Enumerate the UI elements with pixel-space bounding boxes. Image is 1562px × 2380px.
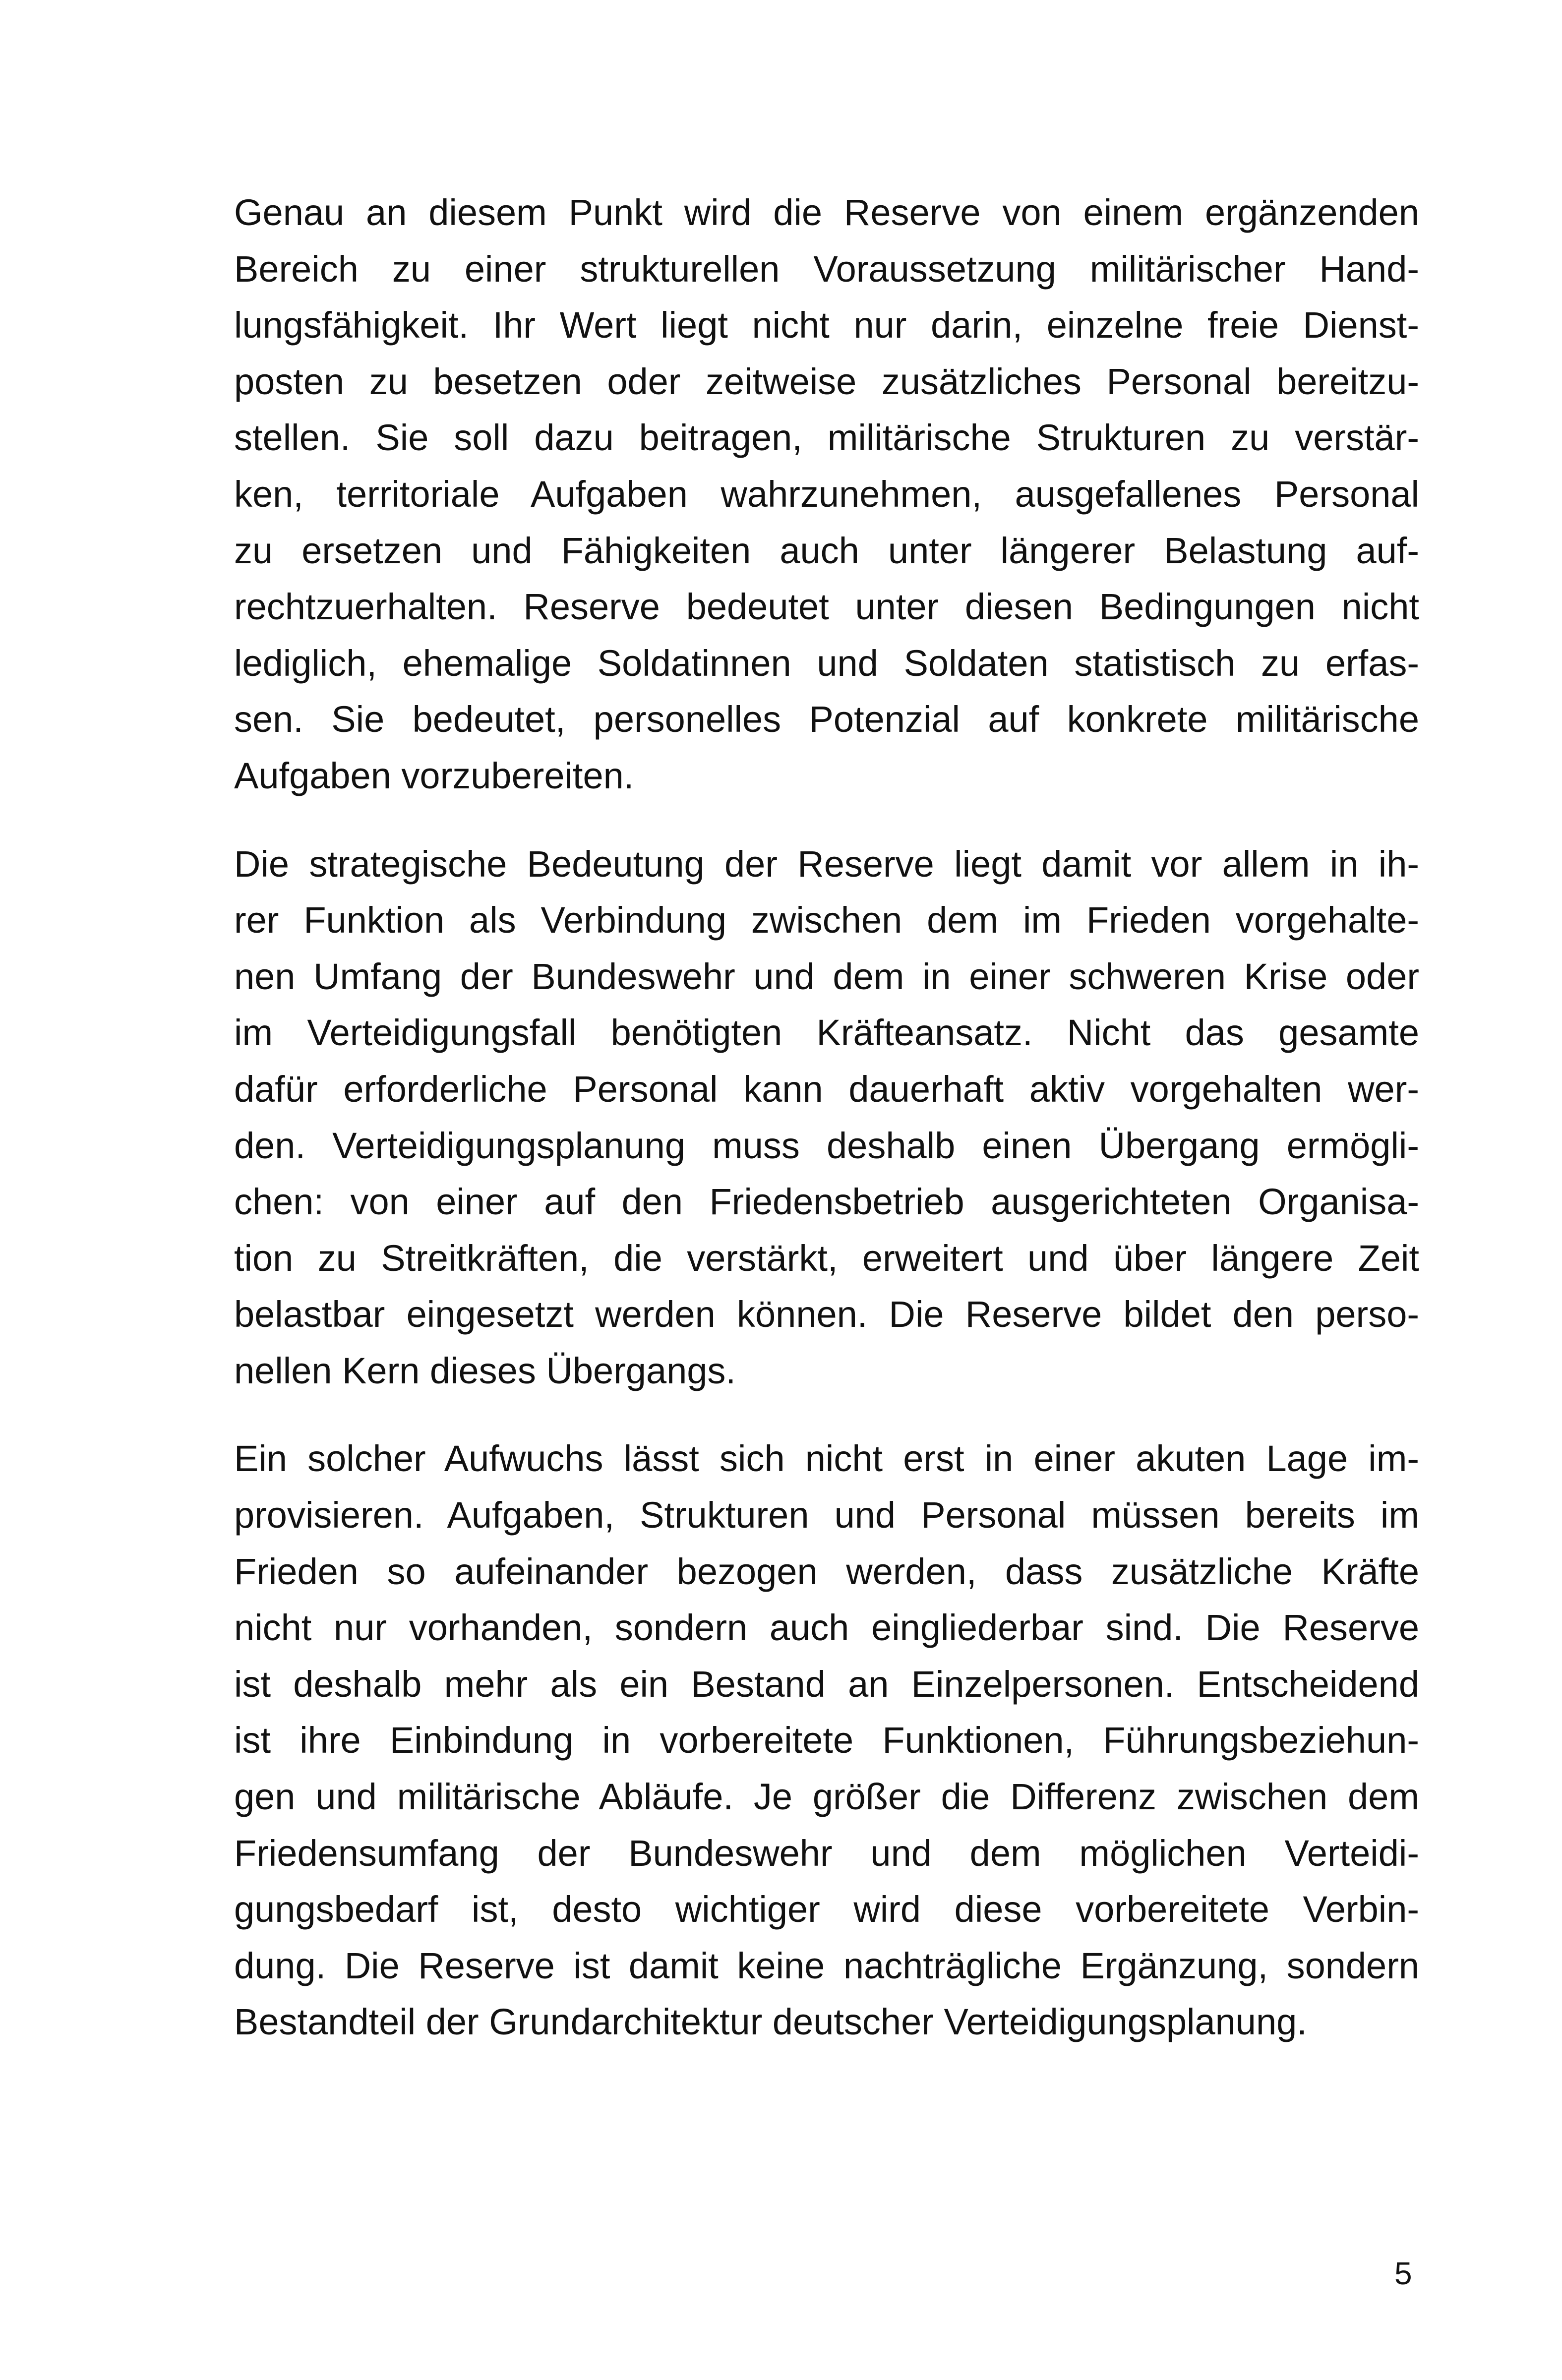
text-line: im Verteidigungsfall benötigten Kräfteansatz. Nicht das gesamte xyxy=(234,1012,1419,1054)
text-line: sen. Sie bedeutet, personelles Potenzial auf konkrete militärische xyxy=(234,699,1419,740)
paragraph-2 xyxy=(234,836,1419,1399)
text-line: lungsfähigkeit. Ihr Wert liegt nicht nur darin, einzelne freie Dienst- xyxy=(234,304,1419,346)
text-line: gen und militärische Abläufe. Je größer die Differenz zwischen dem xyxy=(234,1776,1419,1818)
text-line: lediglich, ehemalige Soldatinnen und Soldaten statistisch zu erfas- xyxy=(234,642,1419,684)
text-line: Aufgaben vorzubereiten. xyxy=(234,755,634,796)
text-line: Die strategische Bedeutung der Reserve liegt damit vor allem in ih- xyxy=(234,843,1419,885)
text-line: rechtzuerhalten. Reserve bedeutet unter diesen Bedingungen nicht xyxy=(234,586,1419,628)
page-number: 5 xyxy=(1394,2256,1412,2291)
body-text xyxy=(234,184,1419,2050)
text-line: den. Verteidigungsplanung muss deshalb einen Übergang ermögli- xyxy=(234,1125,1419,1166)
text-line: Frieden so aufeinander bezogen werden, dass zusätzliche Kräfte xyxy=(234,1550,1419,1592)
text-line: nen Umfang der Bundeswehr und dem in einer schweren Krise oder xyxy=(234,955,1419,997)
text-line: provisieren. Aufgaben, Strukturen und Personal müssen bereits im xyxy=(234,1494,1419,1536)
text-line: gungsbedarf ist, desto wichtiger wird diese vorbereitete Verbin- xyxy=(234,1889,1419,1930)
text-line: nellen Kern dieses Übergangs. xyxy=(234,1350,736,1391)
paragraph-spacer xyxy=(234,1399,1419,1430)
text-line: ist deshalb mehr als ein Bestand an Einzelpersonen. Entscheidend xyxy=(234,1663,1419,1705)
text-line: nicht nur vorhanden, sondern auch eingliederbar sind. Die Reserve xyxy=(234,1607,1419,1649)
text-line: stellen. Sie soll dazu beitragen, militärische Strukturen zu verstär- xyxy=(234,417,1419,459)
text-line: Friedensumfang der Bundeswehr und dem möglichen Verteidi- xyxy=(234,1832,1419,1874)
text-line: ist ihre Einbindung in vorbereitete Funktionen, Führungsbeziehun- xyxy=(234,1720,1419,1761)
text-line: posten zu besetzen oder zeitweise zusätzliches Personal bereitzu- xyxy=(234,360,1419,402)
paragraph-spacer xyxy=(234,804,1419,836)
text-line: ken, territoriale Aufgaben wahrzunehmen, ausgefallenes Personal xyxy=(234,473,1419,515)
paragraph-3 xyxy=(234,1430,1419,2050)
text-line: Bereich zu einer strukturellen Voraussetzung militärischer Hand- xyxy=(234,248,1419,290)
text-line: chen: von einer auf den Friedensbetrieb ausgerichteten Organisa- xyxy=(234,1181,1419,1223)
text-line: tion zu Streitkräften, die verstärkt, erweitert und über längere Zeit xyxy=(234,1237,1419,1279)
text-line: Ein solcher Aufwuchs lässt sich nicht erst in einer akuten Lage im- xyxy=(234,1438,1419,1480)
paragraph-1 xyxy=(234,184,1419,804)
text-line: Bestandteil der Grundarchitektur deutscher Verteidigungsplanung. xyxy=(234,2001,1307,2043)
text-line: zu ersetzen und Fähigkeiten auch unter längerer Belastung auf- xyxy=(234,530,1419,571)
text-line: rer Funktion als Verbindung zwischen dem im Frieden vorgehalte- xyxy=(234,899,1419,941)
text-line: Genau an diesem Punkt wird die Reserve von einem ergänzenden xyxy=(234,192,1419,233)
text-line: dung. Die Reserve ist damit keine nachträgliche Ergänzung, sondern xyxy=(234,1945,1419,1986)
text-line: dafür erforderliche Personal kann dauerhaft aktiv vorgehalten wer- xyxy=(234,1068,1419,1110)
text-line: belastbar eingesetzt werden können. Die Reserve bildet den perso- xyxy=(234,1294,1419,1335)
